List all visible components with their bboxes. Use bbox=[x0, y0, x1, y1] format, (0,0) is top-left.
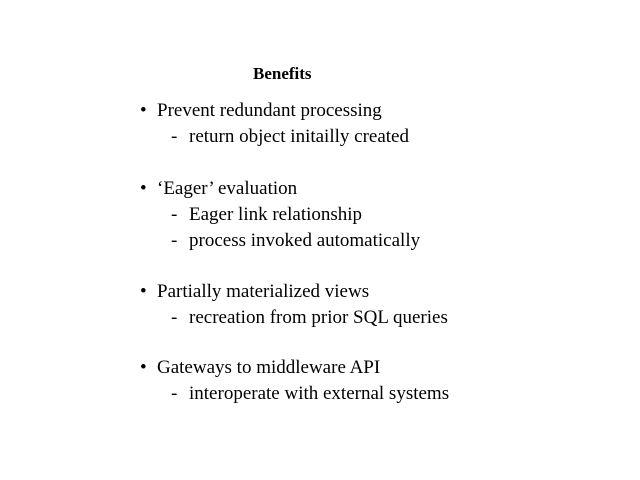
sub-bullet-line bbox=[140, 202, 620, 228]
sub-bullet-line bbox=[140, 228, 620, 254]
sub-bullet-dash: - bbox=[171, 383, 178, 404]
sub-bullet-text: interoperate with external systems bbox=[189, 383, 450, 404]
bullet-text: Prevent redundant processing bbox=[157, 100, 382, 121]
bullet-dot-icon: • bbox=[140, 178, 147, 199]
sub-bullet-line bbox=[140, 124, 620, 150]
sub-bullet-line bbox=[140, 381, 620, 407]
sub-bullet-text: Eager link relationship bbox=[189, 204, 363, 225]
bullet-line bbox=[140, 279, 620, 305]
bullet-item bbox=[140, 98, 620, 150]
bullet-item bbox=[140, 176, 620, 254]
sub-bullet-dash: - bbox=[171, 230, 178, 251]
sub-bullet-dash: - bbox=[171, 126, 178, 147]
sub-bullet-line bbox=[140, 305, 620, 331]
bullet-dot-icon: • bbox=[140, 357, 147, 378]
bullet-text: Gateways to middleware API bbox=[157, 357, 381, 378]
bullet-item bbox=[140, 355, 620, 407]
bullet-dot-icon: • bbox=[140, 281, 147, 302]
bullet-text: Partially materialized views bbox=[157, 281, 370, 302]
bullet-text: ‘Eager’ evaluation bbox=[157, 178, 298, 199]
bullet-line bbox=[140, 355, 620, 381]
bullet-line bbox=[140, 176, 620, 202]
sub-bullet-dash: - bbox=[171, 307, 178, 328]
sub-bullet-text: process invoked automatically bbox=[189, 230, 421, 251]
sub-bullet-text: recreation from prior SQL queries bbox=[189, 307, 448, 328]
bullet-line bbox=[140, 98, 620, 124]
bullet-dot-icon: • bbox=[140, 100, 147, 121]
sub-bullet-dash: - bbox=[171, 204, 178, 225]
sub-bullet-text: return object initailly created bbox=[189, 126, 409, 147]
bullet-item bbox=[140, 279, 620, 331]
slide-title: Benefits bbox=[253, 64, 312, 83]
